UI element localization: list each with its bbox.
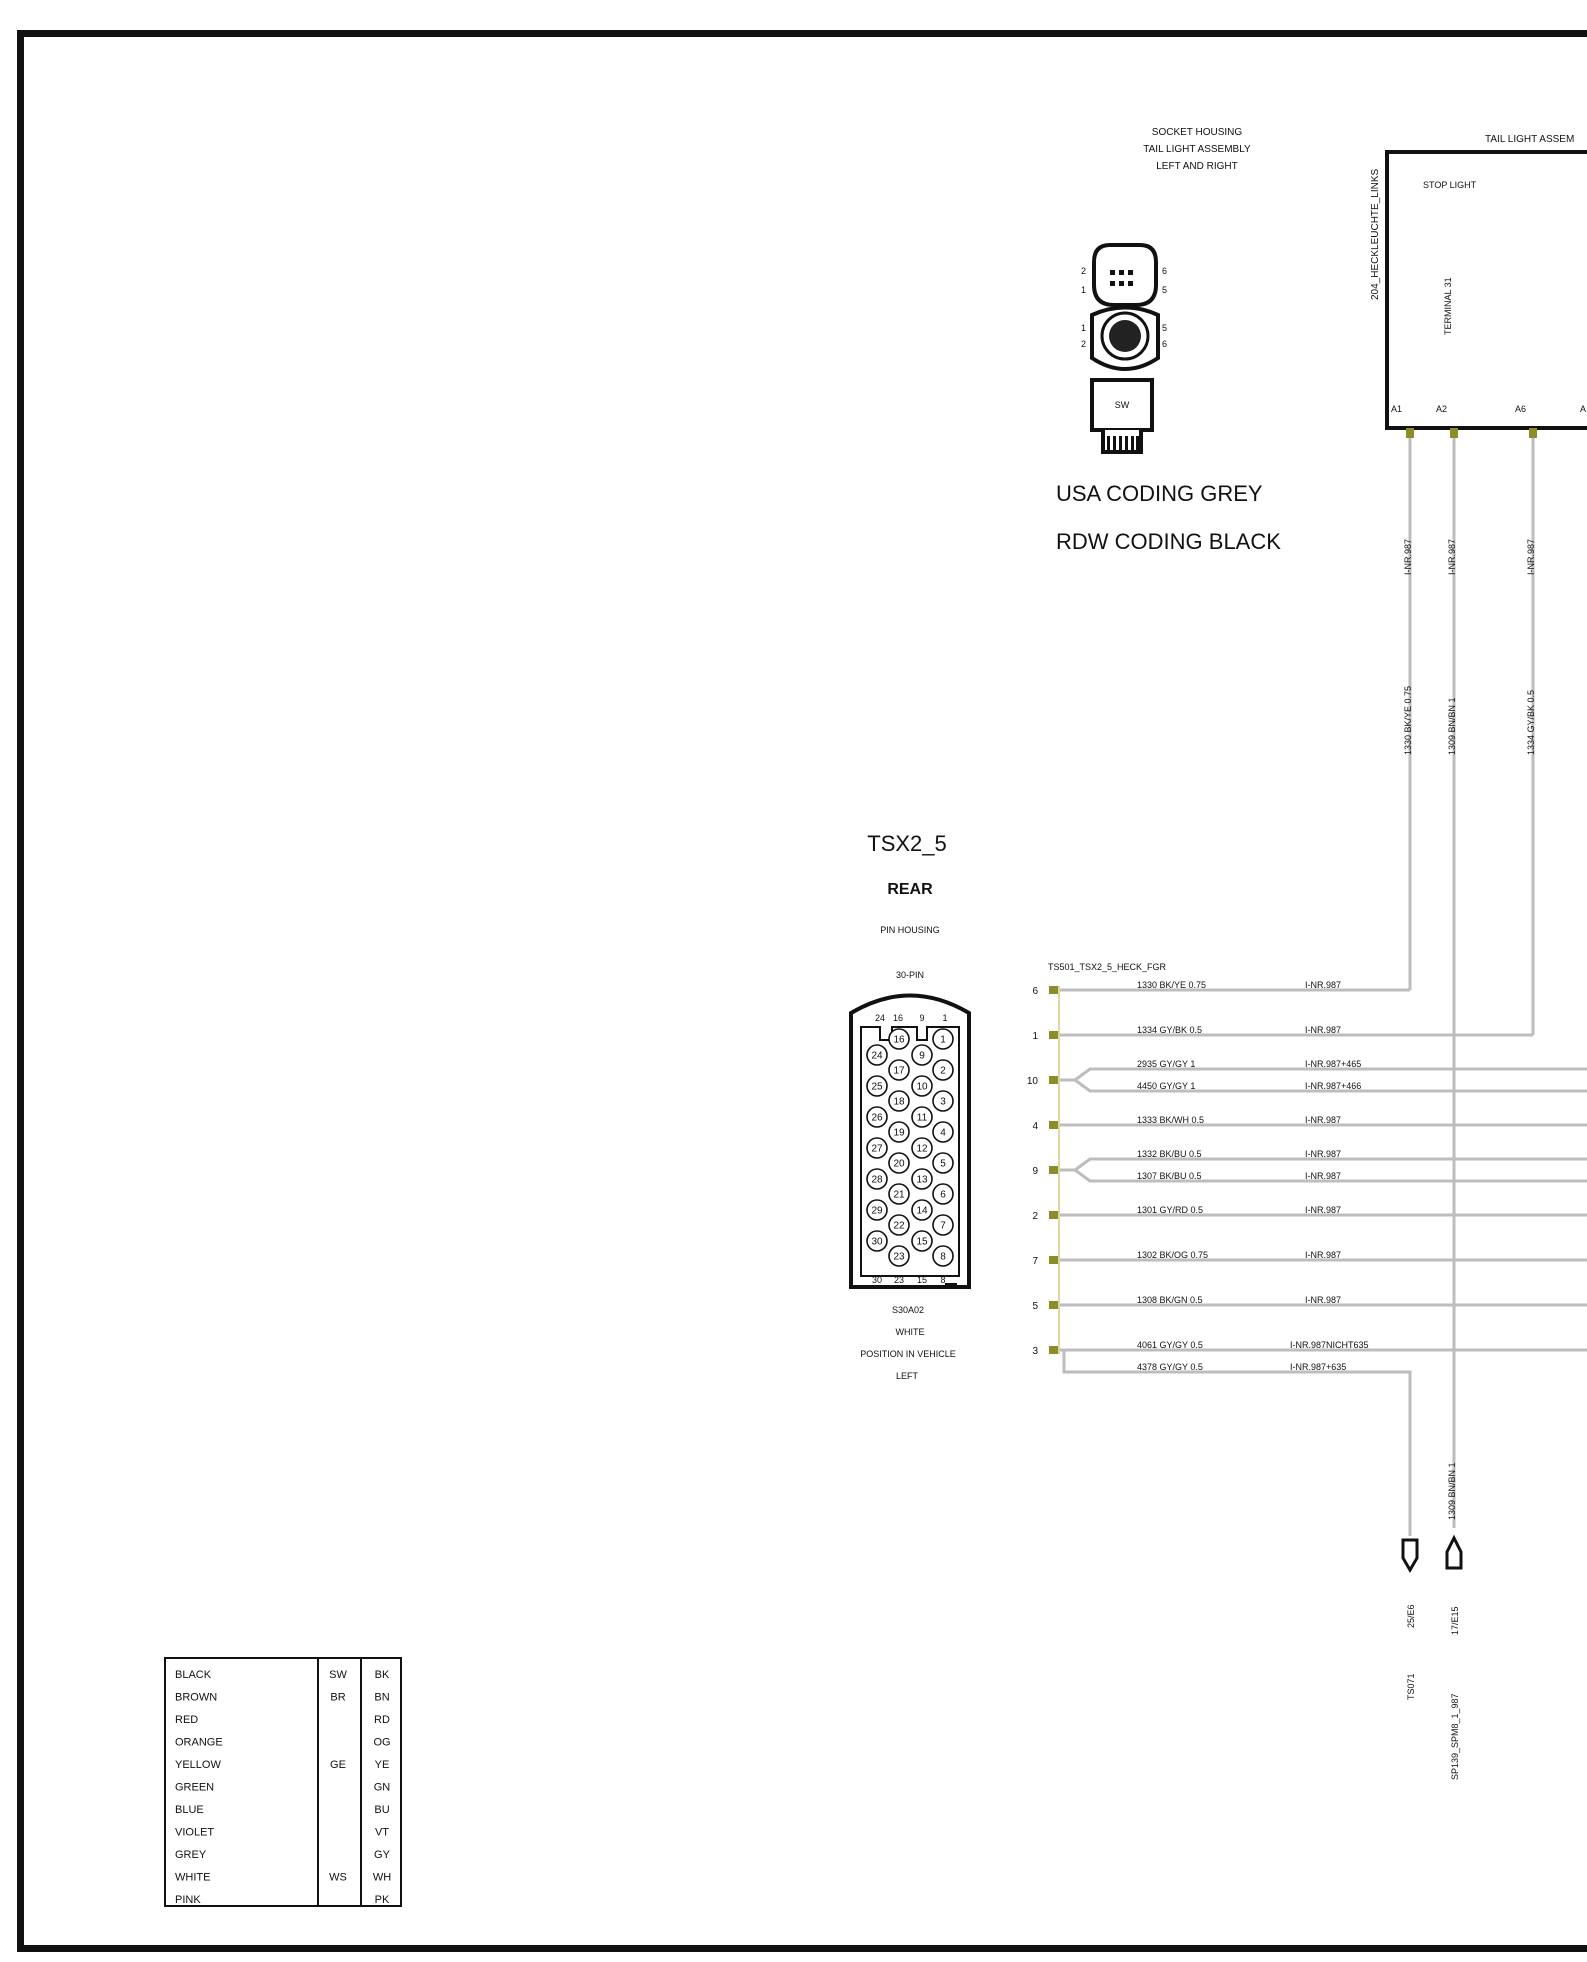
svg-text:11: 11 <box>916 1112 928 1124</box>
svg-text:1: 1 <box>940 1034 946 1046</box>
socket-top-body <box>1094 245 1156 305</box>
svg-text:5: 5 <box>940 1158 946 1170</box>
harness-label: TS501_TSX2_5_HECK_FGR <box>1048 962 1167 972</box>
wire-inr: I-NR.987 <box>1305 980 1342 990</box>
svg-text:7: 7 <box>940 1220 946 1232</box>
connector-pin-24 <box>867 1045 887 1065</box>
legend-color-de: WS <box>329 1871 347 1884</box>
connector-name: TSX2_5 <box>867 831 947 856</box>
connector-top-num-1: 1 <box>942 1013 948 1023</box>
legend-color-de: BR <box>330 1691 346 1704</box>
legend-color-name: PINK <box>175 1894 201 1906</box>
wire-label: 2935 GY/GY 1 <box>1137 1059 1196 1069</box>
connector-pin-26 <box>867 1107 887 1127</box>
bottom-references <box>1403 1374 1461 1780</box>
svg-text:10: 10 <box>916 1081 928 1093</box>
wire-branch-upper <box>1075 1069 1587 1080</box>
connector-pin-4 <box>933 1122 953 1142</box>
legend-color-code: WH <box>372 1871 392 1884</box>
connector-pin-5 <box>933 1153 953 1173</box>
wire-pin-number: 5 <box>1032 1301 1038 1312</box>
legend-color-code: BK <box>374 1669 390 1681</box>
connector-bottom-num-30: 30 <box>871 1275 883 1285</box>
connector-top-num-16: 16 <box>892 1013 904 1023</box>
wire-row-pin-9 <box>1032 1149 1587 1181</box>
connector-drawing <box>851 996 969 1289</box>
svg-text:21: 21 <box>893 1189 905 1201</box>
connector-pin-28 <box>867 1169 887 1189</box>
sp139-arrow-icon <box>1447 1538 1461 1568</box>
connector-pin-25 <box>867 1076 887 1096</box>
legend-color-de: GE <box>330 1759 346 1771</box>
wire-pin-marker <box>1049 1166 1059 1174</box>
wire-row-pin-6 <box>1032 980 1410 997</box>
wire-pin-marker <box>1049 1211 1059 1219</box>
socket-pin-top-right-1: 6 <box>1162 266 1168 276</box>
connector-code: S30A02 <box>891 1305 925 1315</box>
connector-pin-18 <box>889 1091 909 1111</box>
wire-inr: I-NR.987 <box>1305 1149 1342 1159</box>
tail-pin-a1-marker <box>1406 428 1414 438</box>
wire-pin-number: 9 <box>1032 1166 1038 1177</box>
socket-housing-caption <box>1143 127 1251 172</box>
ref-sp139-name: SP139_SPM8_1_987 <box>1450 1693 1460 1780</box>
wire-label: 1333 BK/WH 0.5 <box>1137 1115 1205 1125</box>
connector-bottom-num-23: 23 <box>893 1275 905 1285</box>
wire-label: 1332 BK/BU 0.5 <box>1137 1149 1202 1159</box>
connector-position: LEFT <box>895 1371 919 1381</box>
connector-pin-8 <box>933 1246 953 1266</box>
tail-light-assembly <box>1370 134 1587 428</box>
connector-pin-16 <box>889 1029 909 1049</box>
wire-pin-number: 3 <box>1032 1346 1038 1357</box>
wire-label: 1334 GY/BK 0.5 <box>1137 1025 1203 1035</box>
wire-inr: I-NR.987 <box>1305 1171 1342 1181</box>
legend-color-code: GN <box>373 1781 391 1794</box>
wire-label: 1302 BK/OG 0.75 <box>1137 1250 1209 1260</box>
wire-pin-number: 1 <box>1032 1031 1038 1042</box>
connector-header <box>867 831 947 980</box>
legend-color-code: BN <box>374 1691 390 1704</box>
legend-color-de: SW <box>329 1669 347 1681</box>
connector-footer <box>860 1305 956 1381</box>
connector-pin-15 <box>912 1231 932 1251</box>
legend-color-name: BLACK <box>175 1669 212 1681</box>
wire-row-pin-2 <box>1032 1205 1587 1222</box>
svg-text:15: 15 <box>916 1236 928 1248</box>
wire-label: 1301 GY/RD 0.5 <box>1137 1205 1204 1215</box>
vwire-3-label: 1334 GY/BK 0.5 <box>1526 689 1536 755</box>
legend-color-name: ORANGE <box>175 1736 223 1749</box>
wire-label: 1308 BK/GN 0.5 <box>1137 1295 1203 1305</box>
wire-branch-upper <box>1075 1159 1587 1170</box>
connector-bottom-num-8: 8 <box>940 1275 946 1285</box>
svg-text:12: 12 <box>916 1143 928 1155</box>
wire-inr: I-NR.987+466 <box>1305 1081 1362 1091</box>
wire-inr: I-NR.987 <box>1305 1205 1342 1215</box>
connector-pin-29 <box>867 1200 887 1220</box>
wire-pin-marker <box>1049 1346 1059 1354</box>
connector-pin-11 <box>912 1107 932 1127</box>
connector-top-num-9: 9 <box>919 1013 925 1023</box>
connector-pin-23 <box>889 1246 909 1266</box>
svg-text:24: 24 <box>871 1050 883 1062</box>
connector-pin-19 <box>889 1122 909 1142</box>
connector-latch <box>945 1283 957 1288</box>
stop-light-label: STOP LIGHT <box>1423 180 1477 190</box>
connector-pin-27 <box>867 1138 887 1158</box>
svg-text:20: 20 <box>893 1158 905 1170</box>
color-legend <box>165 1658 401 1906</box>
svg-text:8: 8 <box>940 1251 946 1263</box>
tail-light-box <box>1387 152 1587 428</box>
legend-color-code: OG <box>373 1736 391 1749</box>
connector-position-label: POSITION IN VEHICLE <box>860 1349 956 1359</box>
svg-text:18: 18 <box>893 1096 905 1108</box>
connector-pin-9 <box>912 1045 932 1065</box>
svg-text:25: 25 <box>871 1081 883 1093</box>
wire-pin-number: 6 <box>1032 986 1038 997</box>
svg-text:26: 26 <box>871 1112 883 1124</box>
wire-row-pin-5 <box>1032 1295 1587 1312</box>
vwire-2-inr: I-NR.987 <box>1447 538 1457 575</box>
tail-pin-a-partial: A <box>1580 404 1587 414</box>
connector-pin-17 <box>889 1060 909 1080</box>
wire-label: 1307 BK/BU 0.5 <box>1137 1171 1202 1181</box>
legend-color-code: RD <box>374 1714 390 1726</box>
connector-pin-21 <box>889 1184 909 1204</box>
coding-rdw-label: RDW CODING BLACK <box>1056 529 1281 554</box>
svg-text:9: 9 <box>919 1050 925 1062</box>
vwire-2-label: 1309 BN/BN 1 <box>1447 697 1457 755</box>
connector-pin-7 <box>933 1215 953 1235</box>
legend-color-name: RED <box>175 1714 199 1726</box>
socket-housing-line3: LEFT AND RIGHT <box>1156 161 1238 172</box>
wire-label: 4450 GY/GY 1 <box>1137 1081 1196 1091</box>
wire-pin-number: 7 <box>1032 1256 1038 1267</box>
wire-label: 1330 BK/YE 0.75 <box>1137 980 1207 990</box>
tail-pin-a2-marker <box>1450 428 1458 438</box>
socket-pin-bottom-left-2: 2 <box>1081 339 1087 349</box>
legend-color-code: PK <box>374 1894 390 1906</box>
wire-label: 4061 GY/GY 0.5 <box>1137 1340 1203 1350</box>
legend-color-name: BLUE <box>175 1804 204 1816</box>
wire-pin-marker <box>1049 1301 1059 1309</box>
socket-housing-line2: TAIL LIGHT ASSEMBLY <box>1143 144 1251 155</box>
wire-label: 4378 GY/GY 0.5 <box>1137 1362 1203 1372</box>
socket-pin-bottom-right-1: 5 <box>1162 323 1168 333</box>
ref-ts071-name: TS071 <box>1406 1673 1416 1700</box>
svg-text:22: 22 <box>893 1220 905 1232</box>
vwire-3-inr: I-NR.987 <box>1526 538 1536 575</box>
svg-text:23: 23 <box>893 1251 905 1263</box>
tail-light-title: TAIL LIGHT ASSEM <box>1485 134 1575 145</box>
socket-pin-top-left-1: 2 <box>1081 266 1087 276</box>
vertical-wires <box>1403 428 1537 1528</box>
terminal-31-label: TERMINAL 31 <box>1443 277 1453 335</box>
wire-inr: I-NR.987 <box>1305 1025 1342 1035</box>
wire-row-pin-4 <box>1032 1115 1587 1132</box>
ref-ts071-code: 25/E6 <box>1406 1604 1416 1628</box>
connector-pin-12 <box>912 1138 932 1158</box>
socket-pin-top-left-2: 1 <box>1081 285 1087 295</box>
connector-pin-1 <box>933 1029 953 1049</box>
wire-row-pin-10 <box>1027 1059 1587 1091</box>
socket-housing-line1: SOCKET HOUSING <box>1151 127 1243 138</box>
connector-top-num-24: 24 <box>874 1013 886 1023</box>
wire-row-pin-3 <box>1032 1340 1587 1374</box>
connector-pin-14 <box>912 1200 932 1220</box>
svg-text:6: 6 <box>940 1189 946 1201</box>
tail-pin-a6: A6 <box>1515 404 1527 414</box>
legend-color-name: VIOLET <box>175 1826 215 1839</box>
legend-color-name: GREY <box>175 1849 207 1861</box>
socket-sw-label: SW <box>1114 400 1130 410</box>
wire-row-pin-1 <box>1032 1025 1533 1042</box>
wire-inr: I-NR.987+635 <box>1290 1362 1347 1372</box>
svg-text:29: 29 <box>871 1205 883 1217</box>
wire-inr: I-NR.987 <box>1305 1250 1342 1260</box>
legend-color-code: VT <box>374 1826 390 1839</box>
wire-pin-number: 4 <box>1032 1121 1038 1132</box>
socket-housing-drawing <box>1056 245 1281 554</box>
wire-pin-marker <box>1049 1256 1059 1264</box>
connector-housing: PIN HOUSING <box>880 925 940 935</box>
coding-usa-label: USA CODING GREY <box>1056 481 1263 506</box>
connector-pin-6 <box>933 1184 953 1204</box>
connector-pin-20 <box>889 1153 909 1173</box>
sp139-wire-label: 1309 BN/BN 1 <box>1447 1462 1457 1520</box>
connector-pin-3 <box>933 1091 953 1111</box>
connector-pin-13 <box>912 1169 932 1189</box>
legend-color-name: BROWN <box>175 1691 218 1704</box>
wire-pin-marker <box>1049 986 1059 994</box>
connector-pin-2 <box>933 1060 953 1080</box>
connector-bottom-num-15: 15 <box>916 1275 928 1285</box>
ref-sp139-code: 17/E15 <box>1450 1606 1460 1635</box>
connector-pin-22 <box>889 1215 909 1235</box>
ts071-arrow-icon <box>1403 1540 1417 1570</box>
legend-color-code: GY <box>374 1849 390 1861</box>
socket-pin-bottom-left-1: 1 <box>1081 323 1087 333</box>
legend-color-name: YELLOW <box>175 1759 221 1771</box>
socket-pin-top-right-2: 5 <box>1162 285 1168 295</box>
connector-color: WHITE <box>895 1327 925 1337</box>
svg-text:14: 14 <box>916 1205 928 1217</box>
tail-light-side-label: 204_HECKLEUCHTE_LINKS <box>1370 168 1381 300</box>
legend-color-name: GREEN <box>175 1781 215 1794</box>
connector-pin-30 <box>867 1231 887 1251</box>
svg-text:30: 30 <box>871 1236 883 1248</box>
svg-text:28: 28 <box>871 1174 883 1186</box>
wire-branch <box>1064 1350 1410 1374</box>
connector-location: REAR <box>887 881 933 898</box>
legend-color-code: BU <box>374 1804 390 1816</box>
wire-pin-marker <box>1049 1121 1059 1129</box>
vwire-1-label: 1330 BK/YE 0.75 <box>1403 685 1413 755</box>
svg-text:4: 4 <box>940 1127 946 1139</box>
tail-pin-a1: A1 <box>1391 404 1403 414</box>
wire-pin-number: 2 <box>1032 1211 1038 1222</box>
svg-text:17: 17 <box>893 1065 905 1077</box>
connector-pin-10 <box>912 1076 932 1096</box>
legend-color-code: YE <box>374 1759 390 1771</box>
svg-text:27: 27 <box>871 1143 883 1155</box>
tail-pin-a6-marker <box>1529 428 1537 438</box>
wire-pin-number: 10 <box>1026 1076 1038 1087</box>
harness-wires <box>1027 980 1587 1374</box>
socket-pin-bottom-right-2: 6 <box>1162 339 1168 349</box>
legend-color-name: WHITE <box>175 1871 211 1884</box>
svg-text:13: 13 <box>916 1174 928 1186</box>
svg-text:3: 3 <box>940 1096 946 1108</box>
svg-text:2: 2 <box>940 1065 946 1077</box>
socket-round-plug-center <box>1109 320 1141 352</box>
wire-inr: I-NR.987+465 <box>1305 1059 1362 1069</box>
wire-pin-marker <box>1049 1076 1059 1084</box>
svg-text:16: 16 <box>893 1034 905 1046</box>
wire-pin-marker <box>1049 1031 1059 1039</box>
svg-text:19: 19 <box>893 1127 905 1139</box>
wire-inr: I-NR.987NICHT635 <box>1290 1340 1369 1350</box>
vwire-1-inr: I-NR.987 <box>1403 538 1413 575</box>
wire-inr: I-NR.987 <box>1305 1295 1342 1305</box>
connector-pin-count: 30-PIN <box>895 970 925 980</box>
wire-row-pin-7 <box>1032 1250 1587 1267</box>
wire-inr: I-NR.987 <box>1305 1115 1342 1125</box>
tail-pin-a2: A2 <box>1436 404 1448 414</box>
